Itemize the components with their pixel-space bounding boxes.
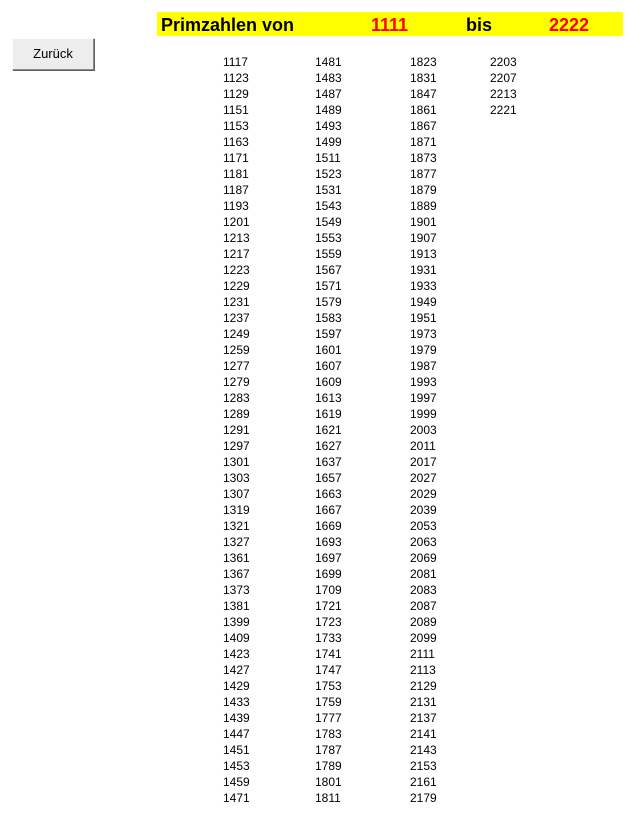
prime-number: 1307: [223, 487, 250, 501]
prime-number: 1429: [223, 679, 250, 693]
prime-number: 1831: [410, 71, 437, 85]
prime-number: 1373: [223, 583, 250, 597]
prime-number: 1811: [315, 791, 341, 805]
prime-number: 1847: [410, 87, 437, 101]
prime-number: 2027: [410, 471, 437, 485]
prime-number: 1117: [223, 55, 248, 69]
primes-grid: [0, 54, 641, 806]
prime-number: 1619: [315, 407, 342, 421]
prime-number: 2089: [410, 615, 437, 629]
prime-number: 1861: [410, 103, 437, 117]
prime-number: 2063: [410, 535, 437, 549]
prime-number: 1789: [315, 759, 342, 773]
prime-number: 1783: [315, 727, 342, 741]
prime-number: 1439: [223, 711, 250, 725]
prime-number: 1777: [315, 711, 342, 725]
prime-number: 1151: [223, 103, 249, 117]
prime-number: 2113: [410, 663, 436, 677]
prime-number: 1637: [315, 455, 342, 469]
prime-number: 1723: [315, 615, 342, 629]
prime-number: 1433: [223, 695, 250, 709]
prime-number: 1361: [223, 551, 250, 565]
prime-number: 1741: [315, 647, 342, 661]
prime-number: 1171: [223, 151, 249, 165]
prime-number: 1553: [315, 231, 342, 245]
prime-number: 1237: [223, 311, 250, 325]
prime-number: 1987: [410, 359, 437, 373]
prime-number: 1823: [410, 55, 437, 69]
prime-number: 1453: [223, 759, 250, 773]
back-button[interactable]: Zurück: [12, 38, 94, 70]
prime-number: 1297: [223, 439, 250, 453]
prime-number: 1277: [223, 359, 250, 373]
prime-number: 2179: [410, 791, 437, 805]
prime-number: 1231: [223, 295, 250, 309]
prime-number: 1753: [315, 679, 342, 693]
prime-number: 2017: [410, 455, 437, 469]
prime-number: 1163: [223, 135, 249, 149]
prime-number: 2161: [410, 775, 437, 789]
prime-number: 1867: [410, 119, 437, 133]
prime-number: 1889: [410, 199, 437, 213]
prime-number: 1973: [410, 327, 437, 341]
prime-number: 1709: [315, 583, 342, 597]
prime-number: 1423: [223, 647, 250, 661]
prime-number: 1699: [315, 567, 342, 581]
prime-number: 1901: [410, 215, 437, 229]
prime-number: 1291: [223, 423, 250, 437]
prime-number: 1327: [223, 535, 250, 549]
prime-number: 2141: [410, 727, 437, 741]
prime-number: 1607: [315, 359, 342, 373]
prime-number: 1907: [410, 231, 437, 245]
prime-number: 1549: [315, 215, 342, 229]
page-title: Primzahlen von: [161, 15, 295, 35]
prime-number: 1367: [223, 567, 250, 581]
prime-number: 1283: [223, 391, 250, 405]
prime-number: 1627: [315, 439, 342, 453]
prime-number: 2131: [410, 695, 437, 709]
prime-number: 1289: [223, 407, 250, 421]
prime-number: 1579: [315, 295, 342, 309]
prime-number: 2053: [410, 519, 437, 533]
prime-number: 1997: [410, 391, 437, 405]
prime-number: 2069: [410, 551, 437, 565]
prime-number: 1913: [410, 247, 437, 261]
prime-column-3: [410, 54, 437, 806]
prime-number: 2213: [490, 87, 517, 101]
prime-number: 1249: [223, 327, 250, 341]
prime-number: 2137: [410, 711, 437, 725]
prime-number: 1733: [315, 631, 342, 645]
prime-number: 1301: [223, 455, 250, 469]
prime-number: 1951: [410, 311, 437, 325]
prime-number: 1721: [315, 599, 342, 613]
prime-number: 1613: [315, 391, 342, 405]
prime-number: 1481: [315, 55, 342, 69]
prime-number: 1597: [315, 327, 342, 341]
prime-number: 1609: [315, 375, 342, 389]
prime-number: 2221: [490, 103, 517, 117]
range-to-label: bis: [466, 15, 493, 35]
prime-number: 1657: [315, 471, 342, 485]
prime-number: 1979: [410, 343, 437, 357]
prime-number: 2111: [410, 647, 435, 661]
prime-number: 1879: [410, 183, 437, 197]
prime-number: 1747: [315, 663, 342, 677]
prime-number: 2129: [410, 679, 437, 693]
prime-number: 1193: [223, 199, 249, 213]
prime-number: 1871: [410, 135, 437, 149]
prime-number: 2039: [410, 503, 437, 517]
prime-number: 1567: [315, 263, 342, 277]
prime-number: 1259: [223, 343, 250, 357]
prime-number: 2203: [490, 55, 517, 69]
prime-number: 2207: [490, 71, 517, 85]
prime-column-2: [315, 54, 342, 806]
prime-number: 1489: [315, 103, 342, 117]
prime-number: 1493: [315, 119, 342, 133]
prime-number: 1993: [410, 375, 437, 389]
prime-number: 1999: [410, 407, 437, 421]
prime-number: 1523: [315, 167, 342, 181]
prime-number: 1571: [315, 279, 342, 293]
prime-number: 1499: [315, 135, 342, 149]
prime-number: 1181: [223, 167, 249, 181]
prime-number: 2029: [410, 487, 437, 501]
prime-number: 1213: [223, 231, 250, 245]
prime-number: 2099: [410, 631, 437, 645]
prime-number: 1153: [223, 119, 249, 133]
prime-number: 1459: [223, 775, 250, 789]
prime-number: 1559: [315, 247, 342, 261]
range-from-value: 1111: [371, 15, 409, 35]
prime-number: 1319: [223, 503, 250, 517]
prime-number: 1759: [315, 695, 342, 709]
prime-number: 1279: [223, 375, 250, 389]
prime-number: 1693: [315, 535, 342, 549]
prime-number: 1873: [410, 151, 437, 165]
prime-number: 1303: [223, 471, 250, 485]
prime-number: 1949: [410, 295, 437, 309]
prime-number: 1663: [315, 487, 342, 501]
prime-number: 1487: [315, 87, 342, 101]
prime-number: 1399: [223, 615, 250, 629]
prime-number: 1511: [315, 151, 341, 165]
prime-number: 1123: [223, 71, 249, 85]
prime-number: 2083: [410, 583, 437, 597]
prime-number: 1201: [223, 215, 250, 229]
prime-number: 2153: [410, 759, 437, 773]
prime-number: 1601: [315, 343, 342, 357]
prime-number: 1427: [223, 663, 250, 677]
prime-number: 1409: [223, 631, 250, 645]
prime-number: 1321: [223, 519, 250, 533]
prime-number: 1543: [315, 199, 342, 213]
prime-number: 1667: [315, 503, 342, 517]
prime-number: 1583: [315, 311, 342, 325]
range-to-value: 2222: [549, 15, 590, 35]
prime-column-4: [490, 54, 517, 118]
range-header-banner: [157, 12, 623, 36]
prime-number: 2081: [410, 567, 437, 581]
prime-column-1: [223, 54, 250, 806]
prime-number: 2011: [410, 439, 436, 453]
prime-number: 1933: [410, 279, 437, 293]
prime-number: 1697: [315, 551, 342, 565]
prime-number: 1447: [223, 727, 250, 741]
prime-number: 1787: [315, 743, 342, 757]
prime-number: 2087: [410, 599, 437, 613]
prime-number: 1801: [315, 775, 342, 789]
prime-number: 1129: [223, 87, 249, 101]
prime-number: 1471: [223, 791, 250, 805]
prime-number: 1531: [315, 183, 342, 197]
prime-number: 2003: [410, 423, 437, 437]
prime-number: 1669: [315, 519, 342, 533]
prime-number: 1187: [223, 183, 249, 197]
prime-number: 1877: [410, 167, 437, 181]
prime-number: 1931: [410, 263, 437, 277]
prime-number: 2143: [410, 743, 437, 757]
prime-number: 1451: [223, 743, 250, 757]
prime-number: 1223: [223, 263, 250, 277]
prime-number: 1621: [315, 423, 342, 437]
prime-number: 1217: [223, 247, 250, 261]
prime-number: 1229: [223, 279, 250, 293]
prime-number: 1381: [223, 599, 250, 613]
prime-number: 1483: [315, 71, 342, 85]
